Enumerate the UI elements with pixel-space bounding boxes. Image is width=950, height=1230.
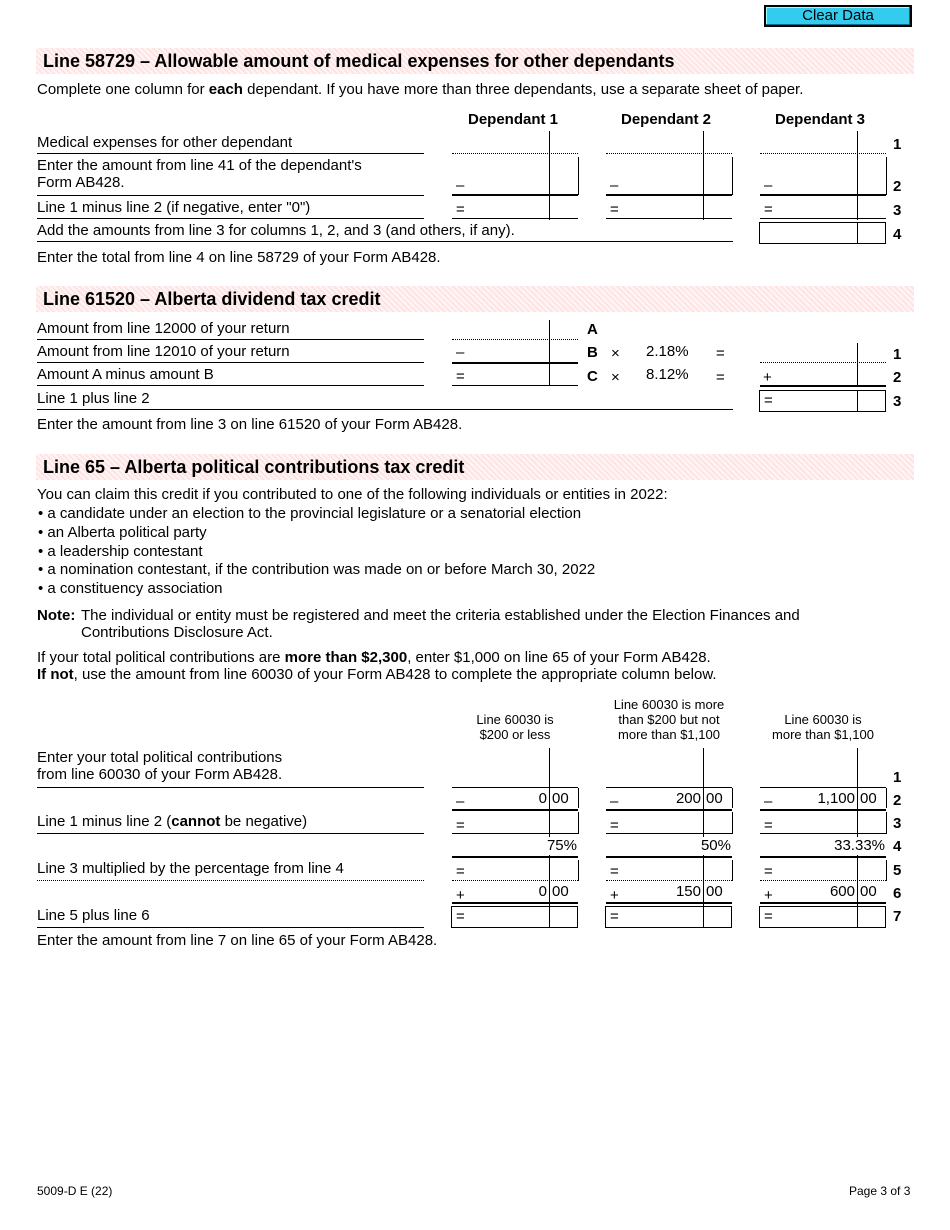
col-header-2-c: more than $1,100 [618,727,720,742]
amount-a-field[interactable] [452,339,578,340]
section-header-58729 [36,48,914,74]
line-number: 2 [893,369,902,386]
p2-b: , use the amount from line 60030 of your Form AB428 to complete the appropriate column below. [73,666,717,683]
col-header-dependant-1: Dependant 1 [468,111,559,128]
c2-line4-underline [606,856,732,858]
note-line-2: Contributions Disclosure Act. [81,624,273,641]
col-header-3-a: Line 60030 is [784,712,862,727]
s1-intro-a: Complete one column for [37,81,209,98]
field-edge [886,860,887,881]
row3-a: Line 1 minus line 2 ( [37,813,172,830]
divider [37,787,424,788]
line-number: 3 [893,393,902,410]
field-edge [578,860,579,881]
equals-sign: = [764,817,773,834]
line-number: 3 [893,202,902,219]
c2-line3-field[interactable] [606,833,732,834]
s1-row4-label: Add the amounts from line 3 for columns 1, 2, and 3 (and others, if any). [37,222,515,239]
divider [37,241,733,242]
c2-line2-cents: 00 [706,790,723,807]
c2-line4-pct: 50% [606,837,731,855]
c2-line2-underline [606,809,732,811]
c3-line2-underline [760,809,886,811]
note-line-1: The individual or entity must be registered and meet the criteria established under the Election Finances and [81,607,800,624]
s1-row2-a: Enter the amount from line 41 of the dependant's [37,157,362,174]
c3-line5-field[interactable] [760,880,886,881]
amount-b-field[interactable] [452,362,578,364]
divider [37,195,424,196]
c1-line5-field[interactable] [452,880,578,881]
dependant-2-line2-field[interactable] [606,194,732,196]
col-header-1-a: Line 60030 is [476,712,554,727]
c1-line2-cents: 00 [552,790,569,807]
minus-sign: – [456,793,465,810]
equals-sign: = [764,908,773,925]
s2-footer: Enter the amount from line 3 on line 61520 of your Form AB428. [37,416,463,433]
divider [37,385,424,386]
line-number: 4 [893,838,902,855]
s3-row7-label: Line 5 plus line 6 [37,907,150,924]
equals-sign: = [456,908,465,925]
c2-line6-cents: 00 [706,883,723,900]
bullet-item: • a candidate under an election to the provincial legislature or a senatorial election [38,505,582,522]
cents-separator [857,223,858,243]
col-header-dependant-3: Dependant 3 [775,111,866,128]
cents-separator [703,748,704,908]
field-edge [886,788,887,808]
col-header-2-b: than $200 but not [618,712,720,727]
s3-para-2 [37,666,717,684]
minus-sign: – [456,344,465,361]
c2-line1-field[interactable] [606,787,732,788]
line-number: 2 [893,178,902,195]
line-number: 5 [893,862,902,879]
row3-b: cannot [171,813,221,830]
s1-row2-b: Form AB428. [37,174,125,191]
c3-line6-cents: 00 [860,883,877,900]
col-header-2-a: Line 60030 is more [613,697,725,712]
equals-sign: = [610,201,619,218]
equals-sign: = [456,368,465,385]
bullet-item: • a nomination contestant, if the contribution was made on or before March 30, 2022 [38,561,596,578]
field-edge [732,812,733,834]
row1-b: from line 60030 of your Form AB428. [37,766,283,783]
c3-line7-field[interactable] [759,906,886,928]
col-header-3 [755,712,891,742]
c1-line1-field[interactable] [452,787,578,788]
dependant-1-line2-field[interactable] [452,194,578,196]
section-title: Line 61520 – Alberta dividend tax credit [43,289,381,309]
line-number: 3 [893,815,902,832]
line-number: 1 [893,136,902,153]
c1-line6-underline [452,902,578,904]
s2-line1-field[interactable] [760,362,886,363]
col-header-1 [452,712,578,742]
col-header-1-b: $200 or less [479,727,551,742]
equals-sign: = [456,817,465,834]
col-header-3-b: more than $1,100 [772,727,874,742]
c1-line2-dollars: 0 [538,790,547,807]
c2-line6-dollars: 150 [675,883,701,900]
section-header-61520 [36,286,914,312]
label-b: B [587,344,598,361]
s3-footer: Enter the amount from line 7 on line 65 of your Form AB428. [37,932,438,949]
c1-line7-field[interactable] [451,906,578,928]
row3-c: be negative) [220,813,308,830]
p2-a: If not [37,666,74,683]
minus-sign: – [456,177,465,194]
c3-line6-dollars: 600 [829,883,855,900]
field-edge [578,157,579,195]
c2-line5-field[interactable] [606,880,732,881]
s1-intro-c: dependant. If you have more than three dependants, use a separate sheet of paper. [242,81,804,98]
plus-sign: + [610,887,619,904]
c3-line3-field[interactable] [760,833,886,834]
s2-line3-field[interactable] [759,390,886,412]
divider [37,409,733,410]
c2-line6-underline [606,902,732,904]
line-number: 1 [893,769,902,786]
c1-line2-underline [452,809,578,811]
c1-line4-underline [452,856,578,858]
equals-sign: = [456,201,465,218]
dependant-3-line3-field[interactable] [760,218,886,219]
divider [37,218,424,219]
c2-line2-dollars: 200 [675,790,701,807]
c1-line4-pct: 75% [452,837,577,855]
c3-line2-cents: 00 [860,790,877,807]
bullet-item: • a constituency association [38,580,223,597]
equals-sign: = [764,201,773,218]
plus-sign: + [456,887,465,904]
dependant-2-line1-field[interactable] [606,153,732,154]
c1-line6-cents: 00 [552,883,569,900]
divider [37,927,424,928]
line-number: 1 [893,346,902,363]
plus-sign: + [764,887,773,904]
plus-sign: + [763,369,772,386]
equals-sign: = [716,369,725,386]
divider [37,362,424,363]
minus-sign: – [764,793,773,810]
section-title: Line 58729 – Allowable amount of medical expenses for other dependants [43,51,675,71]
s1-row1-label: Medical expenses for other dependant [37,134,293,151]
amount-c-field[interactable] [452,385,578,386]
cents-separator [549,320,550,386]
field-edge [732,788,733,808]
divider [37,833,424,834]
label-a: A [587,321,598,338]
rate-b: 2.18% [646,343,689,360]
cents-separator [703,907,704,927]
c1-line3-field[interactable] [452,833,578,834]
page-number: Page 3 of 3 [849,1184,911,1198]
cents-separator [549,131,550,220]
field-edge [886,157,887,195]
field-edge [578,812,579,834]
divider [37,339,424,340]
s2-row4-label: Line 1 plus line 2 [37,390,150,407]
cents-separator [549,907,550,927]
p1-c: , enter $1,000 on line 65 of your Form AB428. [407,649,711,666]
col-header-2 [596,697,742,742]
total-line4-field[interactable] [759,222,886,244]
line-number: 4 [893,226,902,243]
times-sign: × [611,345,620,362]
bullet-item: • an Alberta political party [38,524,207,541]
line-number: 2 [893,792,902,809]
field-edge [732,860,733,881]
line-number: 7 [893,908,902,925]
divider [37,153,424,154]
c3-line2-dollars: 1,100 [817,790,855,807]
label-c: C [587,368,598,385]
p1-b: more than $2,300 [284,649,408,666]
s3-para-1 [37,649,711,667]
dependant-3-line1-field[interactable] [760,153,886,154]
field-edge [732,157,733,195]
c3-line4-pct: 33.33% [760,837,885,855]
s1-footer: Enter the total from line 4 on line 58729 of your Form AB428. [37,249,441,266]
c3-line4-underline [760,856,886,858]
row1-a: Enter your total political contributions [37,749,283,766]
section-title: Line 65 – Alberta political contributions tax credit [43,457,465,477]
form-identifier: 5009-D E (22) [37,1184,113,1198]
line-number: 6 [893,885,902,902]
c3-line1-field[interactable] [760,787,886,788]
field-edge [578,788,579,808]
cents-separator [857,748,858,908]
equals-sign: = [610,817,619,834]
equals-sign: = [610,908,619,925]
equals-sign: = [764,863,773,880]
s2-line2-field[interactable] [760,385,886,387]
bullet-item: • a leadership contestant [38,543,203,560]
s3-row5-label: Line 3 multiplied by the percentage from line 4 [37,860,344,877]
dependant-1-line3-field[interactable] [452,218,578,219]
cents-separator [549,748,550,908]
minus-sign: – [610,793,619,810]
s3-intro: You can claim this credit if you contributed to one of the following individuals or entities in 2022: [37,486,668,503]
p1-a: If your total political contributions are [37,649,285,666]
minus-sign: – [610,177,619,194]
s1-intro [37,81,803,99]
note-label: Note: [37,607,76,624]
field-edge [886,812,887,834]
cents-separator [857,391,858,411]
c1-line6-dollars: 0 [538,883,547,900]
s1-row2-label [37,157,362,191]
s2-row2-label: Amount from line 12010 of your return [37,343,290,360]
rate-c: 8.12% [646,366,689,383]
c2-line7-field[interactable] [605,906,732,928]
dependant-2-line3-field[interactable] [606,218,732,219]
section-header-65 [36,454,914,480]
cents-separator [857,907,858,927]
cents-separator [857,343,858,386]
c3-line6-underline [760,902,886,904]
equals-sign: = [456,863,465,880]
s1-row3-label: Line 1 minus line 2 (if negative, enter "0") [37,199,311,216]
cents-separator [703,131,704,220]
s3-row1-label [37,749,282,783]
cents-separator [857,131,858,220]
s1-intro-b: each [208,81,243,98]
dependant-1-line1-field[interactable] [452,153,578,154]
clear-data-button[interactable]: Clear Data [764,5,912,27]
divider [37,880,424,881]
s2-row1-label: Amount from line 12000 of your return [37,320,290,337]
col-header-dependant-2: Dependant 2 [621,111,712,128]
minus-sign: – [764,177,773,194]
dependant-3-line2-field[interactable] [760,194,886,196]
s2-row3-label: Amount A minus amount B [37,366,214,383]
equals-sign: = [764,392,773,409]
s3-row3-label [37,813,307,831]
equals-sign: = [610,863,619,880]
equals-sign: = [716,345,725,362]
times-sign: × [611,369,620,386]
